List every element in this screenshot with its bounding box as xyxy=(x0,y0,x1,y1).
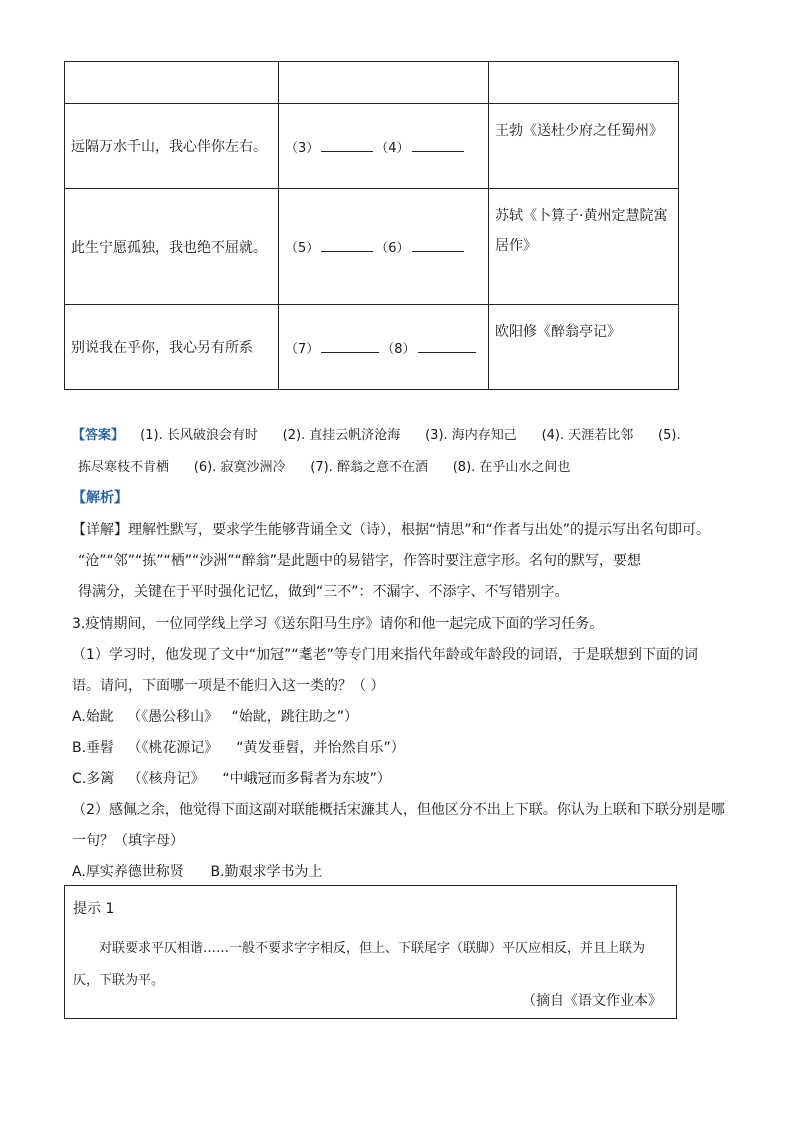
blank-label: （8） xyxy=(381,341,416,357)
question-3-1-line-1: （1）学习时，他发现了文中“加冠”“耄老”等专门用来指代年龄或年龄段的词语，于是联想到下面的词 xyxy=(72,647,698,663)
question-3-2-line-1: （2）感佩之余，他觉得下面这副对联能概括宋濂其人，但他区分不出上下联。你认为上联和下联分别是哪 xyxy=(72,802,725,818)
table-row xyxy=(65,104,679,189)
table-cell-sentence: 别说我在乎你，我心另有所系 xyxy=(65,305,279,390)
fill-blank-line[interactable] xyxy=(321,340,379,353)
table-cell-blanks xyxy=(279,305,489,390)
table-cell-sentence: 此生宁愿孤独，我也绝不屈就。 xyxy=(65,189,279,305)
analysis-tag: 【解析】 xyxy=(72,490,128,506)
fill-blank-line[interactable] xyxy=(418,340,476,353)
blank-label: （7） xyxy=(285,341,320,357)
table-cell xyxy=(279,62,489,104)
fill-blank-line[interactable] xyxy=(412,139,464,152)
table-row xyxy=(65,62,679,104)
answer-tag: 【答案】 xyxy=(72,428,125,443)
hint-source: （摘自《语文作业本》 xyxy=(522,993,662,1009)
answer-line-1 xyxy=(72,424,681,443)
fill-blank-line[interactable] xyxy=(321,239,373,252)
hint-text: 对联要求平仄相谐……一般不要求字字相反，但上、下联尾字（联脚）平仄应相反，并且上联为仄，下联为平。 xyxy=(73,941,646,988)
fill-blank-line[interactable] xyxy=(412,239,464,252)
table-cell-sentence: 远隔万水千山，我心伴你左右。 xyxy=(65,104,279,189)
analysis-text: 理解性默写，要求学生能够背诵全文（诗），根据“情思”和“作者与出处”的提示写出名句即可。 xyxy=(128,522,711,538)
table-cell-blanks xyxy=(279,189,489,305)
answer-line-2: 拣尽寒枝不肯栖 (6). 寂寞沙洲冷 (7). 醉翁之意不在酒 (8). 在乎山水之间也 xyxy=(78,460,571,475)
table-cell xyxy=(489,62,679,104)
hint-title: 提示 1 xyxy=(73,901,115,917)
question-3-2-options: A.厚实养德世称贤 B.勤艰求学书为上 xyxy=(72,864,323,880)
table-cell-source: 苏轼《卜算子·黄州定慧院寓居作》 xyxy=(489,189,679,305)
fill-blank-line[interactable] xyxy=(321,139,373,152)
table-cell xyxy=(65,62,279,104)
analysis-line-3: 得满分，关键在于平时强化记忆，做到“三不”：不漏字、不添字、不写错别字。 xyxy=(78,584,569,600)
option-b: B.垂髫 （《桃花源记》 “黄发垂髫，并怡然自乐”） xyxy=(72,740,405,756)
question-3-1-line-2: 语。请问，下面哪一项是不能归入这一类的？（ ） xyxy=(72,678,385,694)
detail-tag: 【详解】 xyxy=(72,522,128,538)
blank-label: （6） xyxy=(375,241,410,256)
question-3-2-line-2: 一句？（填字母） xyxy=(72,833,184,849)
option-c: C.多篱 （《核舟记》 “中峨冠而多髯者为东坡”） xyxy=(72,771,391,787)
table-cell-blanks xyxy=(279,104,489,189)
answer-text: (1). 长风破浪会有时 (2). 直挂云帆济沧海 (3). 海内存知己 (4). 天涯若比邻 (5). xyxy=(140,428,681,443)
blank-label: （4） xyxy=(375,140,410,156)
table-row xyxy=(65,305,679,390)
table-cell-source: 王勃《送杜少府之任蜀州》 xyxy=(489,104,679,189)
analysis-line-2: “沧”“邻”“拣”“栖”“沙洲”“醉翁”是此题中的易错字，作答时要注意字形。名句的默写，要想 xyxy=(78,553,642,569)
hint-box xyxy=(64,885,677,1019)
table-row xyxy=(65,189,679,305)
question-3-intro: 3.疫情期间，一位同学线上学习《送东阳马生序》请你和他一起完成下面的学习任务。 xyxy=(72,616,604,632)
blank-label: （5） xyxy=(285,241,320,256)
poem-table xyxy=(64,61,679,390)
analysis-line-1 xyxy=(72,519,710,539)
option-a: A.始龀 （《愚公移山》 “始龀，跳往助之”） xyxy=(72,709,358,725)
blank-label: （3） xyxy=(285,140,320,156)
analysis-heading xyxy=(72,487,128,507)
table-cell-source: 欧阳修《醉翁亭记》 xyxy=(489,305,679,390)
